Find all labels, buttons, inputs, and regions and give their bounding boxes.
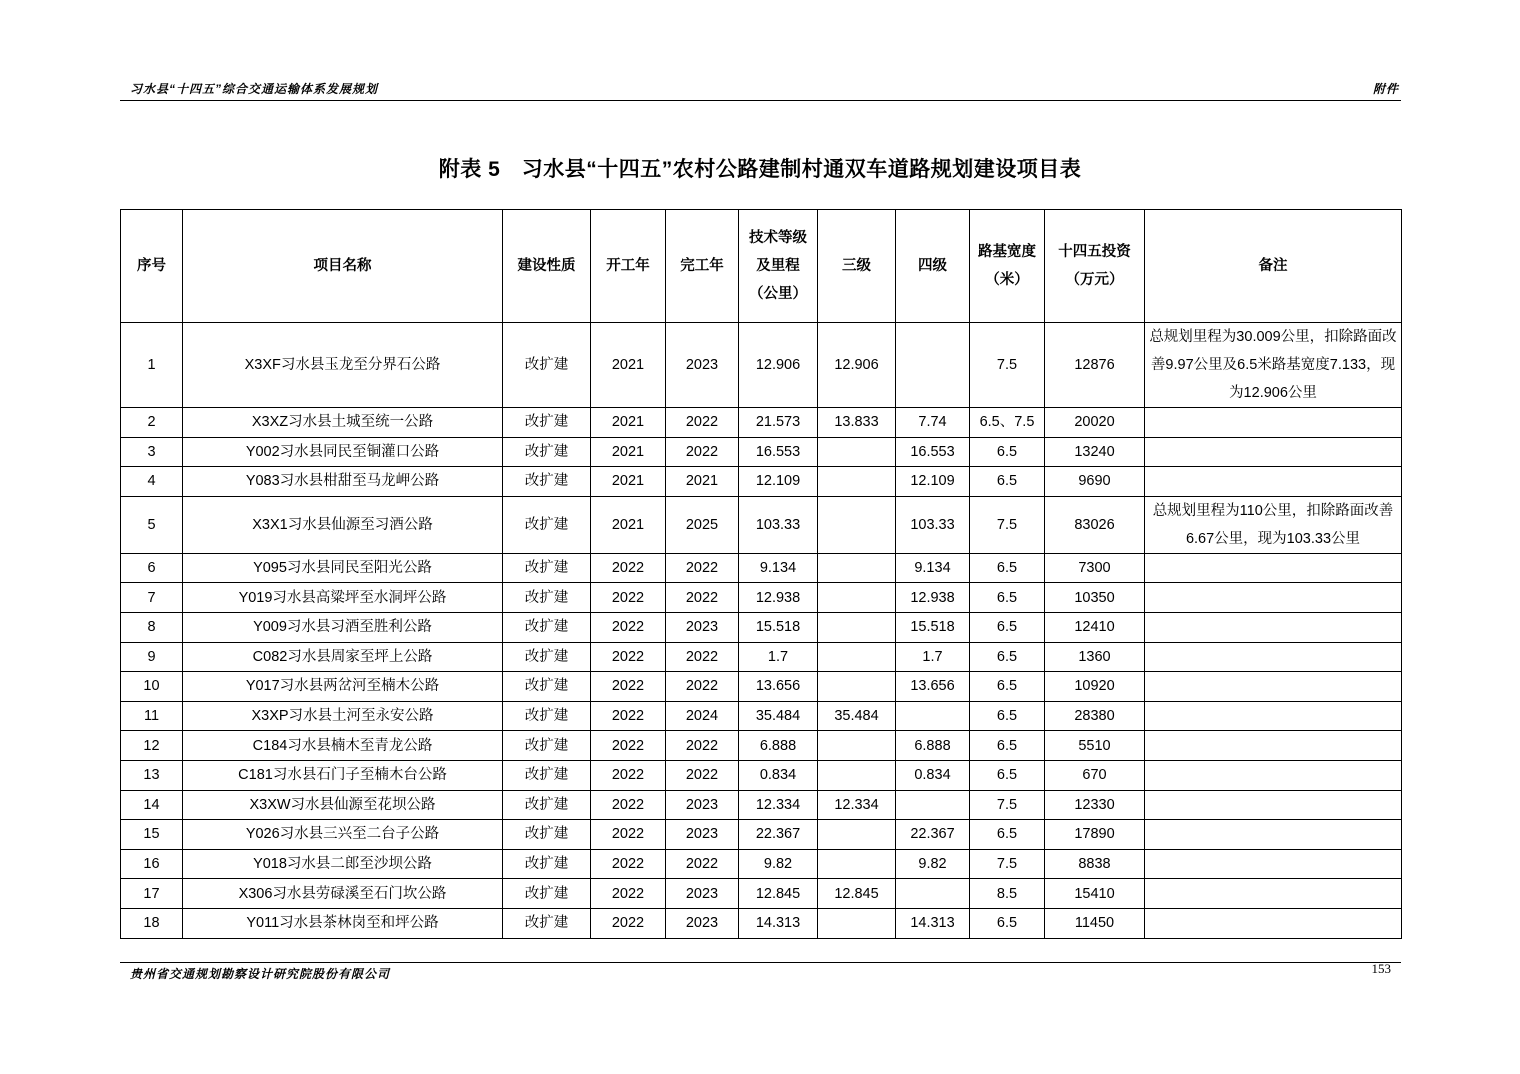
cell-investment: 20020 [1045, 408, 1145, 438]
cell-construction-type: 改扩建 [503, 790, 591, 820]
cell-grade-4: 14.313 [896, 908, 970, 938]
cell-remarks [1145, 672, 1402, 702]
header-doc-title: 习水县“十四五”综合交通运输体系发展规划 [130, 82, 379, 96]
cell-grade-4 [896, 790, 970, 820]
cell-construction-type: 改扩建 [503, 760, 591, 790]
cell-index: 11 [121, 701, 183, 731]
cell-index: 7 [121, 583, 183, 613]
cell-start-year: 2021 [591, 408, 666, 438]
cell-remarks [1145, 642, 1402, 672]
col-header-mileage: 技术等级及里程（公里） [739, 210, 818, 323]
cell-index: 1 [121, 323, 183, 408]
cell-grade-4: 13.656 [896, 672, 970, 702]
cell-end-year: 2023 [666, 612, 739, 642]
cell-remarks [1145, 760, 1402, 790]
cell-index: 5 [121, 496, 183, 553]
cell-remarks [1145, 437, 1402, 467]
cell-construction-type: 改扩建 [503, 701, 591, 731]
cell-end-year: 2025 [666, 496, 739, 553]
table-row [121, 731, 1402, 761]
cell-start-year: 2022 [591, 642, 666, 672]
cell-index: 2 [121, 408, 183, 438]
cell-grade-3 [818, 642, 896, 672]
cell-grade-3: 13.833 [818, 408, 896, 438]
cell-investment: 13240 [1045, 437, 1145, 467]
cell-grade-4: 22.367 [896, 820, 970, 850]
cell-index: 4 [121, 467, 183, 497]
cell-grade-3 [818, 672, 896, 702]
page-header [120, 80, 1401, 101]
cell-remarks [1145, 879, 1402, 909]
cell-mileage: 12.109 [739, 467, 818, 497]
cell-end-year: 2022 [666, 760, 739, 790]
cell-project-name: X3XF习水县玉龙至分界石公路 [183, 323, 503, 408]
cell-investment: 11450 [1045, 908, 1145, 938]
cell-start-year: 2022 [591, 553, 666, 583]
cell-grade-3: 12.845 [818, 879, 896, 909]
cell-end-year: 2022 [666, 672, 739, 702]
cell-investment: 17890 [1045, 820, 1145, 850]
cell-start-year: 2022 [591, 879, 666, 909]
cell-project-name: X306习水县劳碌溪至石门坎公路 [183, 879, 503, 909]
cell-end-year: 2023 [666, 323, 739, 408]
cell-project-name: X3X1习水县仙源至习酒公路 [183, 496, 503, 553]
cell-remarks: 总规划里程为110公里，扣除路面改善6.67公里，现为103.33公里 [1145, 496, 1402, 553]
col-header-roadbed-width: 路基宽度（米） [970, 210, 1045, 323]
cell-remarks [1145, 849, 1402, 879]
cell-remarks [1145, 583, 1402, 613]
cell-grade-4: 6.888 [896, 731, 970, 761]
col-header-remarks: 备注 [1145, 210, 1402, 323]
cell-index: 18 [121, 908, 183, 938]
cell-grade-3: 35.484 [818, 701, 896, 731]
cell-roadbed-width: 8.5 [970, 879, 1045, 909]
cell-construction-type: 改扩建 [503, 323, 591, 408]
cell-investment: 28380 [1045, 701, 1145, 731]
cell-construction-type: 改扩建 [503, 672, 591, 702]
cell-grade-3 [818, 849, 896, 879]
cell-grade-4: 9.134 [896, 553, 970, 583]
cell-construction-type: 改扩建 [503, 408, 591, 438]
cell-end-year: 2022 [666, 553, 739, 583]
cell-roadbed-width: 6.5 [970, 760, 1045, 790]
cell-construction-type: 改扩建 [503, 583, 591, 613]
project-table [120, 209, 1402, 939]
cell-remarks [1145, 908, 1402, 938]
cell-remarks [1145, 408, 1402, 438]
page-number: 153 [1371, 961, 1391, 976]
cell-project-name: Y095习水县同民至阳光公路 [183, 553, 503, 583]
cell-remarks [1145, 820, 1402, 850]
cell-start-year: 2022 [591, 731, 666, 761]
cell-construction-type: 改扩建 [503, 553, 591, 583]
cell-roadbed-width: 6.5 [970, 701, 1045, 731]
cell-construction-type: 改扩建 [503, 437, 591, 467]
header-section-label: 附件 [1372, 82, 1399, 96]
cell-remarks [1145, 731, 1402, 761]
col-header-project-name: 项目名称 [183, 210, 503, 323]
cell-start-year: 2021 [591, 467, 666, 497]
cell-grade-4: 15.518 [896, 612, 970, 642]
cell-start-year: 2022 [591, 672, 666, 702]
cell-roadbed-width: 6.5 [970, 908, 1045, 938]
cell-mileage: 9.82 [739, 849, 818, 879]
page-footer [120, 961, 1401, 981]
cell-construction-type: 改扩建 [503, 612, 591, 642]
cell-construction-type: 改扩建 [503, 467, 591, 497]
cell-index: 9 [121, 642, 183, 672]
cell-construction-type: 改扩建 [503, 731, 591, 761]
cell-grade-4: 103.33 [896, 496, 970, 553]
cell-investment: 15410 [1045, 879, 1145, 909]
cell-end-year: 2022 [666, 642, 739, 672]
cell-end-year: 2023 [666, 879, 739, 909]
cell-roadbed-width: 6.5 [970, 437, 1045, 467]
cell-investment: 8838 [1045, 849, 1145, 879]
cell-project-name: Y026习水县三兴至二台子公路 [183, 820, 503, 850]
cell-index: 3 [121, 437, 183, 467]
cell-start-year: 2021 [591, 437, 666, 467]
col-header-investment: 十四五投资（万元） [1045, 210, 1145, 323]
cell-end-year: 2022 [666, 849, 739, 879]
cell-grade-3 [818, 731, 896, 761]
cell-grade-4: 1.7 [896, 642, 970, 672]
cell-project-name: C184习水县楠木至青龙公路 [183, 731, 503, 761]
cell-roadbed-width: 6.5 [970, 672, 1045, 702]
cell-index: 15 [121, 820, 183, 850]
cell-investment: 5510 [1045, 731, 1145, 761]
cell-mileage: 9.134 [739, 553, 818, 583]
table-row [121, 583, 1402, 613]
cell-mileage: 12.845 [739, 879, 818, 909]
cell-start-year: 2022 [591, 820, 666, 850]
cell-grade-4: 12.938 [896, 583, 970, 613]
cell-grade-4: 16.553 [896, 437, 970, 467]
table-row [121, 908, 1402, 938]
cell-investment: 670 [1045, 760, 1145, 790]
cell-project-name: Y083习水县柑甜至马龙岬公路 [183, 467, 503, 497]
table-row [121, 612, 1402, 642]
cell-grade-4: 9.82 [896, 849, 970, 879]
col-header-grade-3: 三级 [818, 210, 896, 323]
cell-index: 8 [121, 612, 183, 642]
cell-investment: 83026 [1045, 496, 1145, 553]
table-row [121, 790, 1402, 820]
cell-end-year: 2023 [666, 790, 739, 820]
cell-roadbed-width: 6.5、7.5 [970, 408, 1045, 438]
cell-grade-4: 0.834 [896, 760, 970, 790]
cell-construction-type: 改扩建 [503, 642, 591, 672]
cell-project-name: Y011习水县茶林岗至和坪公路 [183, 908, 503, 938]
cell-roadbed-width: 7.5 [970, 323, 1045, 408]
cell-grade-3: 12.334 [818, 790, 896, 820]
cell-end-year: 2022 [666, 437, 739, 467]
cell-end-year: 2024 [666, 701, 739, 731]
cell-start-year: 2022 [591, 583, 666, 613]
cell-project-name: X3XW习水县仙源至花坝公路 [183, 790, 503, 820]
cell-mileage: 22.367 [739, 820, 818, 850]
cell-project-name: C082习水县周家至坪上公路 [183, 642, 503, 672]
cell-investment: 10350 [1045, 583, 1145, 613]
col-header-grade-4: 四级 [896, 210, 970, 323]
cell-investment: 12876 [1045, 323, 1145, 408]
cell-project-name: Y009习水县习酒至胜利公路 [183, 612, 503, 642]
cell-construction-type: 改扩建 [503, 849, 591, 879]
cell-grade-3 [818, 908, 896, 938]
cell-roadbed-width: 7.5 [970, 849, 1045, 879]
cell-grade-4 [896, 323, 970, 408]
cell-grade-3 [818, 437, 896, 467]
table-row [121, 642, 1402, 672]
cell-mileage: 16.553 [739, 437, 818, 467]
table-row [121, 760, 1402, 790]
table-row [121, 467, 1402, 497]
col-header-construction-type: 建设性质 [503, 210, 591, 323]
cell-investment: 10920 [1045, 672, 1145, 702]
cell-grade-3 [818, 496, 896, 553]
table-row [121, 553, 1402, 583]
cell-roadbed-width: 7.5 [970, 790, 1045, 820]
cell-mileage: 12.906 [739, 323, 818, 408]
cell-end-year: 2023 [666, 820, 739, 850]
cell-remarks: 总规划里程为30.009公里，扣除路面改善9.97公里及6.5米路基宽度7.133，现为12.906公里 [1145, 323, 1402, 408]
cell-start-year: 2022 [591, 849, 666, 879]
table-row [121, 496, 1402, 553]
cell-mileage: 6.888 [739, 731, 818, 761]
table-row [121, 672, 1402, 702]
table-row [121, 701, 1402, 731]
cell-investment: 12330 [1045, 790, 1145, 820]
cell-construction-type: 改扩建 [503, 908, 591, 938]
cell-grade-4 [896, 701, 970, 731]
cell-roadbed-width: 6.5 [970, 553, 1045, 583]
cell-construction-type: 改扩建 [503, 879, 591, 909]
cell-index: 12 [121, 731, 183, 761]
table-row [121, 820, 1402, 850]
cell-mileage: 13.656 [739, 672, 818, 702]
cell-grade-3 [818, 467, 896, 497]
cell-roadbed-width: 7.5 [970, 496, 1045, 553]
cell-grade-3 [818, 553, 896, 583]
table-header-row [121, 210, 1402, 323]
cell-remarks [1145, 553, 1402, 583]
cell-mileage: 15.518 [739, 612, 818, 642]
cell-end-year: 2022 [666, 583, 739, 613]
col-header-start-year: 开工年 [591, 210, 666, 323]
cell-mileage: 35.484 [739, 701, 818, 731]
cell-start-year: 2022 [591, 612, 666, 642]
cell-construction-type: 改扩建 [503, 496, 591, 553]
cell-mileage: 21.573 [739, 408, 818, 438]
cell-start-year: 2021 [591, 323, 666, 408]
cell-roadbed-width: 6.5 [970, 467, 1045, 497]
cell-start-year: 2022 [591, 701, 666, 731]
cell-mileage: 0.834 [739, 760, 818, 790]
cell-roadbed-width: 6.5 [970, 820, 1045, 850]
col-header-end-year: 完工年 [666, 210, 739, 323]
cell-remarks [1145, 701, 1402, 731]
table-row [121, 879, 1402, 909]
cell-mileage: 12.334 [739, 790, 818, 820]
cell-project-name: Y002习水县同民至铜灌口公路 [183, 437, 503, 467]
cell-end-year: 2023 [666, 908, 739, 938]
table-row [121, 437, 1402, 467]
table-title: 附表 5 习水县“十四五”农村公路建制村通双车道路规划建设项目表 [438, 158, 1082, 181]
col-header-index: 序号 [121, 210, 183, 323]
cell-project-name: X3XZ习水县土城至统一公路 [183, 408, 503, 438]
cell-mileage: 1.7 [739, 642, 818, 672]
cell-investment: 9690 [1045, 467, 1145, 497]
cell-roadbed-width: 6.5 [970, 642, 1045, 672]
cell-project-name: Y019习水县高粱坪至水洞坪公路 [183, 583, 503, 613]
cell-grade-3 [818, 820, 896, 850]
cell-roadbed-width: 6.5 [970, 583, 1045, 613]
table-row [121, 323, 1402, 408]
cell-investment: 7300 [1045, 553, 1145, 583]
cell-index: 14 [121, 790, 183, 820]
cell-grade-3 [818, 583, 896, 613]
cell-start-year: 2021 [591, 496, 666, 553]
table-row [121, 849, 1402, 879]
cell-investment: 12410 [1045, 612, 1145, 642]
cell-project-name: C181习水县石门子至楠木台公路 [183, 760, 503, 790]
cell-project-name: Y017习水县两岔河至楠木公路 [183, 672, 503, 702]
cell-project-name: X3XP习水县土河至永安公路 [183, 701, 503, 731]
cell-end-year: 2021 [666, 467, 739, 497]
cell-index: 13 [121, 760, 183, 790]
cell-mileage: 103.33 [739, 496, 818, 553]
cell-remarks [1145, 790, 1402, 820]
cell-start-year: 2022 [591, 790, 666, 820]
cell-index: 16 [121, 849, 183, 879]
cell-grade-4: 12.109 [896, 467, 970, 497]
cell-investment: 1360 [1045, 642, 1145, 672]
cell-end-year: 2022 [666, 408, 739, 438]
cell-index: 10 [121, 672, 183, 702]
cell-end-year: 2022 [666, 731, 739, 761]
cell-index: 17 [121, 879, 183, 909]
cell-roadbed-width: 6.5 [970, 731, 1045, 761]
cell-grade-4: 7.74 [896, 408, 970, 438]
cell-start-year: 2022 [591, 760, 666, 790]
cell-grade-4 [896, 879, 970, 909]
cell-mileage: 14.313 [739, 908, 818, 938]
cell-grade-3 [818, 760, 896, 790]
cell-grade-3 [818, 612, 896, 642]
cell-grade-3: 12.906 [818, 323, 896, 408]
cell-remarks [1145, 467, 1402, 497]
cell-start-year: 2022 [591, 908, 666, 938]
cell-project-name: Y018习水县二郎至沙坝公路 [183, 849, 503, 879]
cell-remarks [1145, 612, 1402, 642]
cell-mileage: 12.938 [739, 583, 818, 613]
table-row [121, 408, 1402, 438]
cell-index: 6 [121, 553, 183, 583]
cell-roadbed-width: 6.5 [970, 612, 1045, 642]
footer-company: 贵州省交通规划勘察设计研究院股份有限公司 [130, 967, 391, 981]
cell-construction-type: 改扩建 [503, 820, 591, 850]
